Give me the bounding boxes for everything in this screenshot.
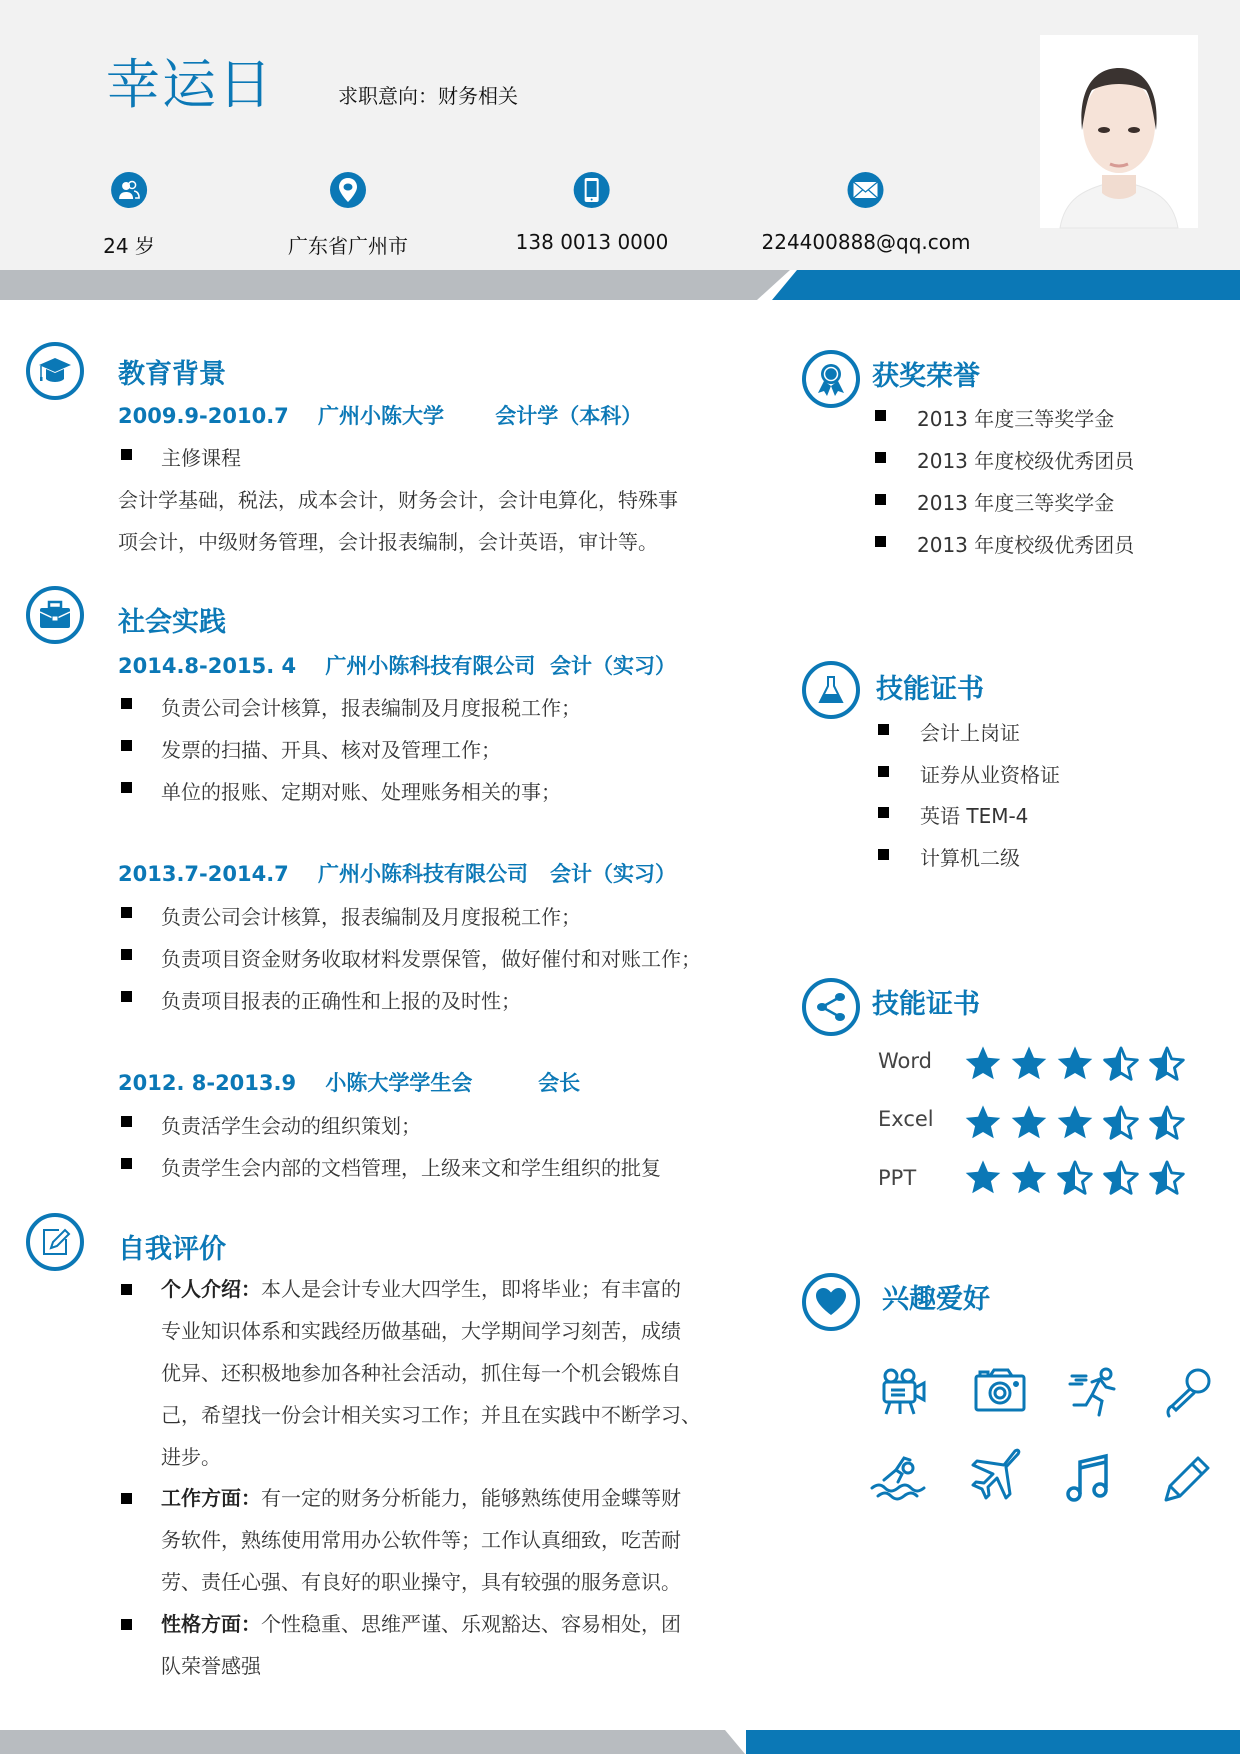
self-eval-item xyxy=(161,1603,761,1678)
bullet-icon xyxy=(878,807,889,818)
self-eval-text: 个性稳重、思维严谨、乐观豁达、容易相处，团 xyxy=(261,1612,681,1636)
band-gray xyxy=(0,1730,745,1754)
star-full-icon xyxy=(1010,1044,1048,1082)
certificate-item: 会计上岗证 xyxy=(920,721,1020,745)
flask-icon xyxy=(802,661,860,719)
band-gray xyxy=(0,270,790,300)
star-full-icon xyxy=(1056,1103,1094,1141)
courses-line: 项会计，中级财务管理，会计报表编制，会计英语，审计等。 xyxy=(118,530,658,554)
star-half-icon xyxy=(1148,1158,1186,1196)
rating-word xyxy=(964,1044,1186,1082)
bullet-icon xyxy=(121,698,132,709)
star-half-icon xyxy=(1102,1158,1140,1196)
star-half-icon xyxy=(1056,1158,1094,1196)
candidate-name: 幸运日 xyxy=(106,53,274,116)
award-item: 2013 年度校级优秀团员 xyxy=(917,533,1135,557)
footer-band xyxy=(0,1730,1240,1754)
practice-item: 负责公司会计核算，报表编制及月度报税工作； xyxy=(161,905,581,929)
section-title-awards: 获奖荣誉 xyxy=(872,361,980,392)
self-eval-label: 性格方面： xyxy=(161,1612,261,1636)
bullet-icon xyxy=(121,907,132,918)
bullet-icon xyxy=(121,1493,132,1504)
bullet-icon xyxy=(121,1158,132,1169)
music-note-icon xyxy=(1062,1450,1118,1506)
bullet-icon xyxy=(121,782,132,793)
self-eval-text: 务软件，熟练使用常用办公软件等；工作认真细致，吃苦耐 xyxy=(161,1528,681,1552)
star-full-icon xyxy=(1010,1158,1048,1196)
header-divider-band xyxy=(0,270,1240,300)
skill-label-excel: Excel xyxy=(878,1107,934,1131)
bullet-icon xyxy=(875,494,886,505)
bullet-icon xyxy=(121,449,132,460)
certificate-item: 英语 TEM-4 xyxy=(920,804,1029,828)
camera-icon xyxy=(972,1364,1028,1420)
star-half-icon xyxy=(1148,1044,1186,1082)
self-eval-text: 优异、还积极地参加各种社会活动，抓住每一个机会锻炼自 xyxy=(161,1361,681,1385)
swimming-icon xyxy=(870,1450,926,1506)
rating-ppt xyxy=(964,1158,1186,1196)
briefcase-icon xyxy=(26,586,84,644)
email-text: 224400888@qq.com xyxy=(761,230,971,254)
star-full-icon xyxy=(1010,1103,1048,1141)
self-eval-text: 专业知识体系和实践经历做基础，大学期间学习刻苦，成绩 xyxy=(161,1319,681,1343)
practice-item: 单位的报账、定期对账、处理账务相关的事； xyxy=(161,780,561,804)
star-full-icon xyxy=(964,1158,1002,1196)
bullet-icon xyxy=(121,1116,132,1127)
bullet-icon xyxy=(875,410,886,421)
bullet-icon xyxy=(875,536,886,547)
contact-email xyxy=(762,172,971,254)
rating-excel xyxy=(964,1103,1186,1141)
certificate-item: 证券从业资格证 xyxy=(920,763,1060,787)
practice-item: 负责学生会内部的文档管理，上级来文和学生组织的批复 xyxy=(161,1156,661,1180)
self-eval-text: 己，希望找一份会计相关实习工作；并且在实践中不断学习、 xyxy=(161,1403,701,1427)
self-eval-text: 劳、责任心强、有良好的职业操守，具有较强的服务意识。 xyxy=(161,1570,681,1594)
practice-item: 负责活学生会动的组织策划； xyxy=(161,1114,421,1138)
courses-line: 会计学基础，税法，成本会计，财务会计，会计电算化，特殊事 xyxy=(118,488,678,512)
skill-label-ppt: PPT xyxy=(878,1166,917,1190)
star-half-icon xyxy=(1148,1103,1186,1141)
job-intent: 求职意向：财务相关 xyxy=(338,84,518,108)
share-icon xyxy=(802,978,860,1036)
band-blue xyxy=(746,1730,1240,1754)
award-item: 2013 年度三等奖学金 xyxy=(917,407,1115,431)
self-eval-label: 个人介绍： xyxy=(161,1277,261,1301)
education-entry xyxy=(118,400,642,430)
movie-camera-icon xyxy=(876,1364,932,1420)
star-half-icon xyxy=(1102,1103,1140,1141)
bullet-icon xyxy=(121,1284,132,1295)
section-title-self-eval: 自我评价 xyxy=(118,1234,226,1265)
airplane-icon xyxy=(968,1446,1024,1502)
section-title-education: 教育背景 xyxy=(118,359,226,390)
self-eval-text: 本人是会计专业大四学生，即将毕业；有丰富的 xyxy=(261,1277,681,1301)
bullet-icon xyxy=(121,740,132,751)
education-major: 会计学（本科） xyxy=(495,404,643,428)
education-date: 2009.9-2010.7 xyxy=(118,404,289,428)
contact-location xyxy=(288,172,408,259)
microphone-icon xyxy=(1160,1364,1216,1420)
location-pin-icon xyxy=(330,172,366,208)
section-title-practice: 社会实践 xyxy=(118,607,226,638)
practice-item: 负责公司会计核算，报表编制及月度报税工作； xyxy=(161,696,581,720)
practice-item: 负责项目报表的正确性和上报的及时性； xyxy=(161,989,521,1013)
pencil-icon xyxy=(1160,1450,1216,1506)
award-item: 2013 年度三等奖学金 xyxy=(917,491,1115,515)
band-blue xyxy=(772,270,1240,300)
running-icon xyxy=(1068,1364,1124,1420)
star-full-icon xyxy=(1056,1044,1094,1082)
graduation-cap-icon xyxy=(26,342,84,400)
bullet-icon xyxy=(878,724,889,735)
location-text: 广东省广州市 xyxy=(288,234,408,258)
age-text: 24 岁 xyxy=(103,234,155,258)
phone-icon xyxy=(574,172,610,208)
star-full-icon xyxy=(964,1044,1002,1082)
section-title-certificates: 技能证书 xyxy=(876,674,984,705)
education-school: 广州小陈大学 xyxy=(318,404,445,428)
self-eval-item xyxy=(161,1477,761,1603)
practice-entry-heading: 2014.8-2015. 4 广州小陈科技有限公司 会计（实习） xyxy=(118,654,676,678)
edit-icon xyxy=(26,1213,84,1271)
bullet-icon xyxy=(875,452,886,463)
profile-photo xyxy=(1040,35,1198,228)
heart-icon xyxy=(802,1273,860,1331)
user-icon xyxy=(111,172,147,208)
practice-entry-heading: 2012. 8-2013.9 小陈大学学生会 会长 xyxy=(118,1071,581,1095)
mail-icon xyxy=(848,172,884,208)
star-half-icon xyxy=(1102,1044,1140,1082)
courses-label: 主修课程 xyxy=(161,446,241,470)
section-title-hobbies: 兴趣爱好 xyxy=(882,1284,990,1315)
phone-text: 138 0013 0000 xyxy=(515,230,669,254)
bullet-icon xyxy=(121,1619,132,1630)
star-full-icon xyxy=(964,1103,1002,1141)
bullet-icon xyxy=(878,849,889,860)
bullet-icon xyxy=(121,991,132,1002)
bullet-icon xyxy=(121,949,132,960)
award-item: 2013 年度校级优秀团员 xyxy=(917,449,1135,473)
contact-phone xyxy=(516,172,669,254)
practice-entry-heading: 2013.7-2014.7 广州小陈科技有限公司 会计（实习） xyxy=(118,862,676,886)
contact-age xyxy=(103,172,155,259)
self-eval-text: 有一定的财务分析能力，能够熟练使用金蝶等财 xyxy=(261,1486,681,1510)
bullet-icon xyxy=(878,766,889,777)
section-title-skills: 技能证书 xyxy=(872,989,980,1020)
self-eval-text: 队荣誉感强 xyxy=(161,1654,261,1678)
self-eval-label: 工作方面： xyxy=(161,1486,261,1510)
practice-item: 负责项目资金财务收取材料发票保管，做好催付和对账工作； xyxy=(161,947,701,971)
skill-label-word: Word xyxy=(878,1049,932,1073)
self-eval-text: 进步。 xyxy=(161,1445,221,1469)
self-eval-item xyxy=(161,1268,761,1478)
practice-item: 发票的扫描、开具、核对及管理工作； xyxy=(161,738,501,762)
certificate-item: 计算机二级 xyxy=(920,846,1020,870)
award-ribbon-icon xyxy=(802,350,860,408)
